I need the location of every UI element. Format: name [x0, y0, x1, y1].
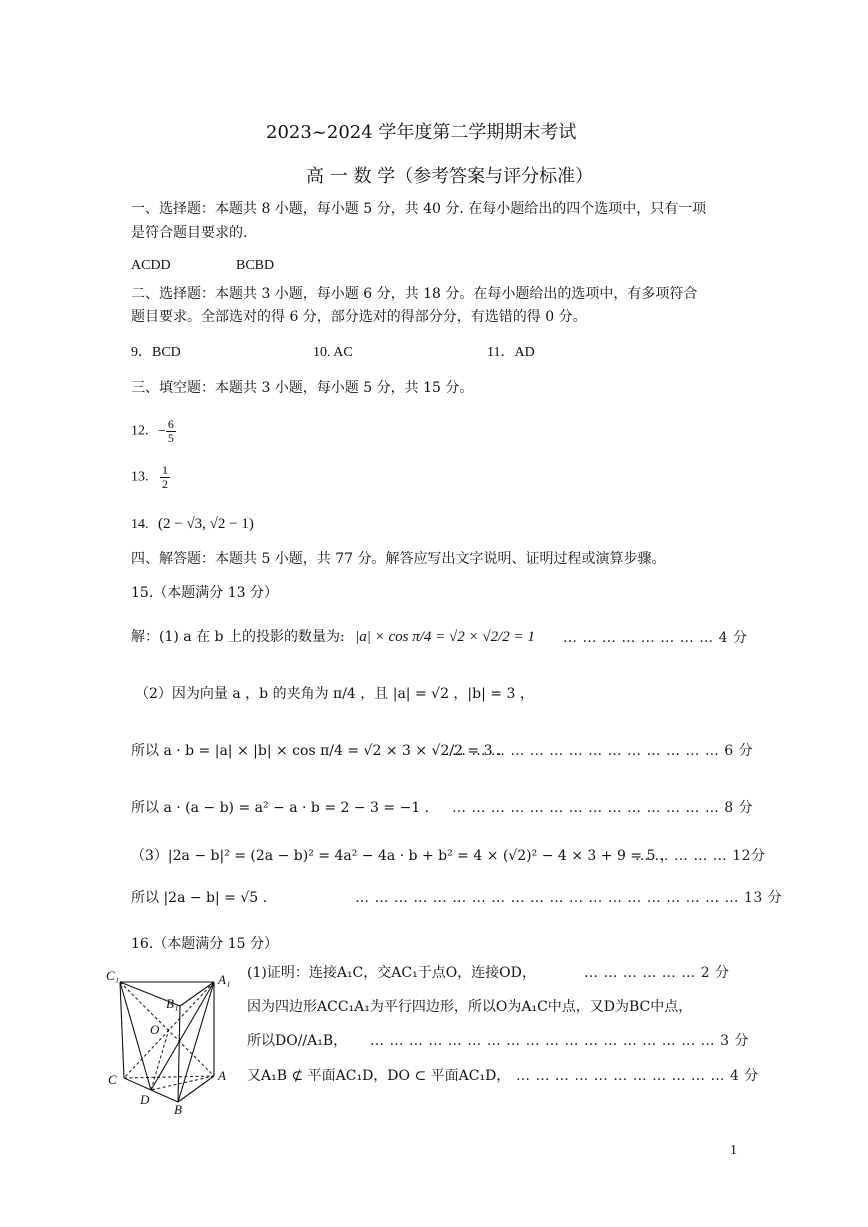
- q15-line4: 所以 a · (a − b) = a² − a · b = 2 − 3 = −1 .: [131, 800, 430, 816]
- q15-line5-score: … … … … … 12分: [635, 848, 766, 864]
- label-B: B: [174, 1102, 182, 1114]
- label-O: O: [150, 1022, 160, 1037]
- q15-line5: （3）|2a − b|² = (2a − b)² = 4a² − 4a · b + b² = 4 × (√2)² − 4 × 3 + 9 = 5 ，: [131, 848, 674, 864]
- q16-line4: 又A₁B ⊄ 平面AC₁D，DO ⊂ 平面AC₁D，: [247, 1068, 511, 1084]
- q15-line3-score: … … … … … … … … … … … … … … 6 分: [452, 743, 754, 759]
- q16-line4-score: … … … … … … … … … … … 4 分: [516, 1068, 759, 1084]
- q15-line2: （2）因为向量 a ，b 的夹角为 π/4 ，且 |a| = √2 ，|b| = 3 ，: [135, 686, 534, 702]
- q12-label: 12.: [131, 423, 149, 439]
- q15-line3: 所以 a · b = |a| × |b| × cos π/4 = √2 × 3 × √2/2 = 3 .: [131, 743, 502, 759]
- q14-label: 14.: [131, 517, 149, 532]
- answer-q10: 10. AC: [313, 345, 353, 360]
- q15-line1-score: … … … … … … … … 4 分: [563, 630, 748, 646]
- label-C1: C₁: [106, 968, 120, 983]
- q14-value: (2 − √3, √2 − 1): [158, 516, 254, 532]
- section2-intro-line1: 二、选择题：本题共 3 小题，每小题 6 分，共 18 分。在每小题给出的选项中，有多项符合: [131, 286, 698, 302]
- q12-denominator: 5: [167, 431, 174, 445]
- q16-line1-score: … … … … … … 2 分: [584, 965, 730, 981]
- q13-denominator: 2: [162, 477, 168, 491]
- q16-line1: (1)证明：连接A₁C，交AC₁于点O，连接OD，: [247, 965, 536, 981]
- q15-line6-score: … … … … … … … … … … … … … … … … … … … … 13 分: [355, 890, 783, 906]
- q13-numerator: 1: [162, 463, 168, 477]
- q12-sign: −: [158, 423, 166, 439]
- q16-line3-score: … … … … … … … … … … … … … … … … … … 3 分: [370, 1033, 749, 1049]
- q15-line1: [131, 627, 535, 647]
- exam-title: 2023~2024 学年度第二学期期末考试: [266, 122, 577, 143]
- answer-q11: 11．AD: [487, 345, 535, 360]
- q16-line2: 因为四边形ACC₁A₁为平行四边形，所以O为A₁C中点，又D为BC中点，: [247, 999, 693, 1015]
- answer-q13: [131, 464, 170, 491]
- prism-figure: [102, 964, 242, 1114]
- section2-intro-line2: 题目要求。全部选对的得 6 分，部分选对的得部分分，有选错的得 0 分。: [131, 309, 587, 325]
- answer-key-subtitle: 高 一 数 学（参考答案与评分标准）: [306, 166, 594, 187]
- q15-line1-math: |a| × cos π/4 = √2 × √2/2 = 1: [355, 629, 535, 645]
- answer-q12: [131, 418, 176, 445]
- q15-line4-score: … … … … … … … … … … … … … … 8 分: [452, 800, 754, 816]
- q13-label: 13.: [131, 469, 149, 485]
- section1-answers-group2: BCBD: [236, 258, 275, 273]
- label-D: D: [140, 1092, 150, 1107]
- q15-line6: 所以 |2a − b| = √5 .: [131, 890, 268, 906]
- q16-line3: 所以DO//A₁B，: [247, 1033, 348, 1049]
- section1-intro-line2: 是符合题目要求的.: [131, 225, 248, 241]
- section1-answers-group1: ACDD: [131, 258, 171, 273]
- q13-fraction: [160, 464, 170, 491]
- page-number: 1: [730, 1143, 737, 1158]
- q15-line1-text: 解：(1) a 在 b 上的投影的数量为:: [131, 629, 345, 645]
- q12-fraction: [166, 418, 176, 445]
- section1-intro-line1: 一、选择题：本题共 8 小题，每小题 5 分，共 40 分. 在每小题给出的四个选项中，只有一项: [131, 201, 707, 217]
- answer-q14: [131, 514, 254, 535]
- q12-numerator: 6: [167, 417, 174, 431]
- section3-intro: 三、填空题：本题共 3 小题，每小题 5 分，共 15 分。: [131, 380, 474, 396]
- answer-q9: 9．BCD: [131, 345, 181, 360]
- label-C: C: [108, 1072, 117, 1087]
- q15-title: 15.（本题满分 13 分）: [131, 585, 278, 601]
- label-B1: B₁: [166, 996, 179, 1011]
- label-A1: A₁: [218, 972, 231, 987]
- section4-intro: 四、解答题：本题共 5 小题，共 77 分。解答应写出文字说明、证明过程或演算步骤。: [131, 551, 666, 567]
- label-A: A: [218, 1068, 226, 1083]
- q16-title: 16.（本题满分 15 分）: [131, 936, 278, 952]
